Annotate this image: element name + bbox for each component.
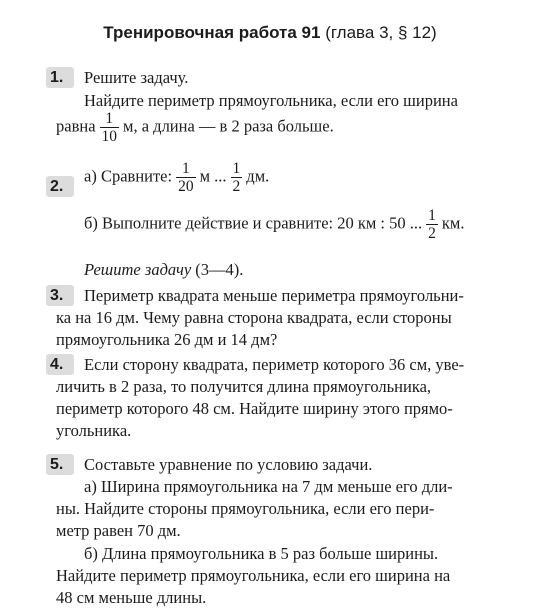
fraction-numerator: 1 [428,207,436,224]
fraction [176,160,196,195]
fraction [100,110,120,145]
task-part-a [84,160,269,195]
fraction-numerator: 1 [176,160,196,178]
task-text-line: ка на 16 дм. Чему равна сторона квадрата, если стороны [56,308,452,327]
task-text-line: б) Длина прямоугольника в 5 раз больше ширины. [84,544,439,563]
text-fragment: м ... [199,166,227,186]
task-text-line: 48 см меньше длины. [56,588,207,607]
fraction [231,160,243,195]
task-number: 1. [46,67,74,88]
task-text-line: ны. Найдите стороны прямоугольника, если его пери- [56,499,435,518]
instruction-range: (3—4). [191,260,244,279]
text-fragment: а) Сравните: [84,166,173,186]
task-intro: Решите задачу. [84,68,189,87]
text-fragment: дм. [246,166,270,186]
task-text-line: Найдите периметр прямоугольника, если его ширина [84,91,458,110]
fraction-numerator: 1 [232,160,241,177]
title-bold: Тренировочная работа 91 [103,23,321,42]
instruction [84,260,243,281]
instruction-italic: Решите задачу [84,260,192,279]
page-title [0,22,540,44]
task-text-line: Найдите периметр прямоугольника, если его ширина на [56,566,451,585]
text-fragment: б) Выполните действие и сравните: 20 км : 50 ... [84,213,423,233]
task-text-line: а) Ширина прямоугольника на 7 дм меньше его дли- [84,477,453,496]
task-text-line: угольника. [56,421,132,440]
task-text-line: метр равен 70 дм. [56,521,181,540]
text-fragment: равна [56,116,96,136]
fraction-denominator: 2 [232,178,241,195]
text-fragment: км. [441,213,465,233]
task-number: 3. [46,285,74,306]
fraction-denominator: 10 [101,128,118,145]
task-text-line [56,110,334,145]
task-text-line: прямоугольника 26 дм и 14 дм? [56,330,278,349]
task-part-b [84,207,464,242]
fraction-denominator: 20 [178,178,194,195]
task-text-line: периметр которого 48 см. Найдите ширину этого прямо- [56,399,453,418]
fraction-denominator: 2 [428,225,436,242]
title-subtitle: (глава 3, § 12) [320,23,437,42]
task-text-line: личить в 2 раза, то получится длина прямоугольника, [56,377,432,396]
task-number: 2. [46,176,74,197]
text-fragment: м, а длина — в 2 раза больше. [123,116,334,136]
task-number: 4. [46,354,74,375]
task-text-line: Периметр квадрата меньше периметра прямоугольни- [84,286,464,305]
task-text-line: Если сторону квадрата, периметр которого 36 см, уве- [84,355,465,374]
fraction-numerator: 1 [100,110,120,128]
fraction [426,207,438,242]
task-intro: Составьте уравнение по условию задачи. [84,455,373,474]
task-number: 5. [46,454,74,475]
